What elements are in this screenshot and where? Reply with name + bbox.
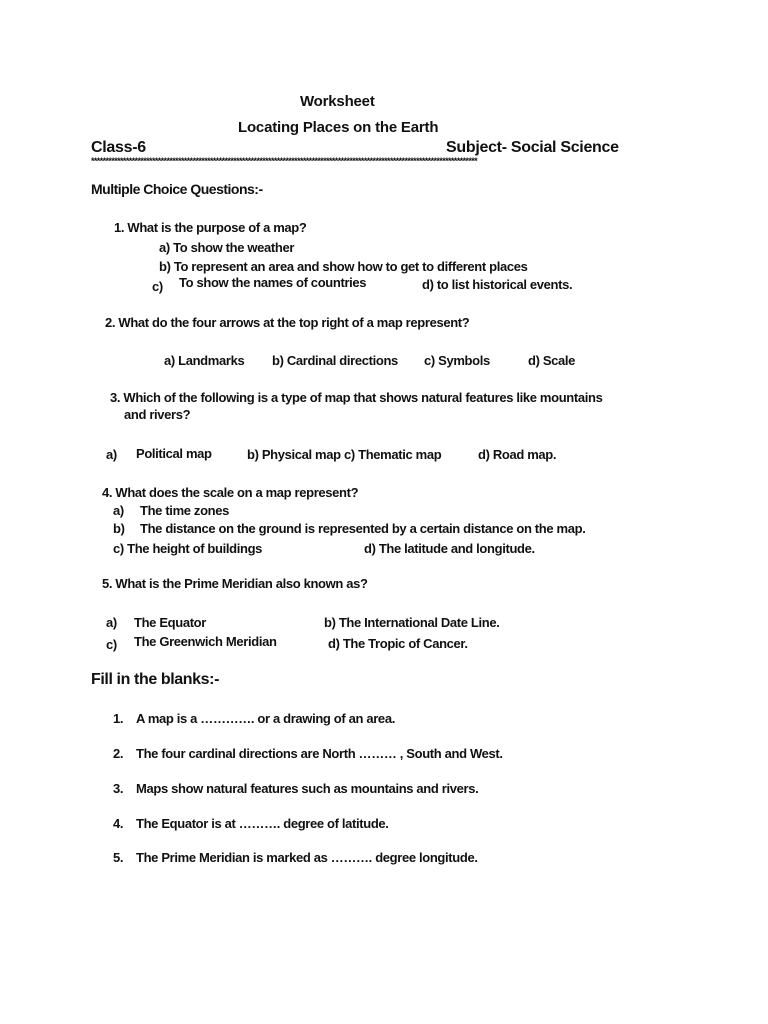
q4-option-c: c) The height of buildings [113,541,263,556]
q4-option-b: The distance on the ground is represented by a certain distance on the map. [140,521,586,536]
fill-item-text: Maps show natural features such as mountains and rivers. [136,781,479,796]
q1-option-c-marker: c) [152,279,163,294]
fill-item-number: 2. [113,746,124,761]
worksheet-title: Worksheet [300,93,375,110]
q5-option-a-marker: a) [106,615,117,630]
header-divider: ************************************************************************************************************************************* [91,157,478,166]
q4-option-a-marker: a) [113,503,124,518]
q1-option-c: To show the names of countries [179,275,367,290]
fill-item-text: A map is a …………. or a drawing of an area. [136,711,395,726]
q3-option-a: Political map [136,446,212,461]
q4-option-d: d) The latitude and longitude. [364,541,535,556]
q5-option-c-marker: c) [106,637,117,652]
worksheet-topic: Locating Places on the Earth [238,119,439,136]
q1-question: 1. What is the purpose of a map? [114,220,307,235]
q2-option-c: c) Symbols [424,353,490,368]
q3-question-line2: and rivers? [124,407,191,422]
mcq-heading: Multiple Choice Questions:- [91,181,263,197]
fill-item-number: 3. [113,781,124,796]
q3-question-line1: 3. Which of the following is a type of map that shows natural features like mountains [110,390,603,405]
fill-item-number: 1. [113,711,124,726]
q4-option-a: The time zones [140,503,230,518]
q5-option-c: The Greenwich Meridian [134,634,277,649]
fill-item-text: The four cardinal directions are North ……… , South and West. [136,746,503,761]
q2-question: 2. What do the four arrows at the top right of a map represent? [105,315,470,330]
q1-option-a: a) To show the weather [159,240,295,255]
q3-option-a-marker: a) [106,447,117,462]
fill-heading: Fill in the blanks:- [91,671,220,688]
q1-option-b: b) To represent an area and show how to get to different places [159,259,528,274]
q3-option-d: d) Road map. [478,447,557,462]
q5-question: 5. What is the Prime Meridian also known as? [102,576,368,591]
q4-option-b-marker: b) [113,521,125,536]
q1-option-d: d) to list historical events. [422,277,573,292]
fill-item-number: 5. [113,850,124,865]
fill-item-text: The Prime Meridian is marked as ………. degree longitude. [136,850,478,865]
q2-option-d: d) Scale [528,353,576,368]
q5-option-a: The Equator [134,615,206,630]
subject-label: Subject- Social Science [446,139,619,156]
q3-option-bc: b) Physical map c) Thematic map [247,447,442,462]
q2-option-b: b) Cardinal directions [272,353,398,368]
q4-question: 4. What does the scale on a map represent? [102,485,359,500]
q5-option-b: b) The International Date Line. [324,615,500,630]
fill-item-number: 4. [113,816,124,831]
q5-option-d: d) The Tropic of Cancer. [328,636,468,651]
fill-item-text: The Equator is at ………. degree of latitude. [136,816,389,831]
q2-option-a: a) Landmarks [164,353,245,368]
class-label: Class-6 [91,139,146,156]
